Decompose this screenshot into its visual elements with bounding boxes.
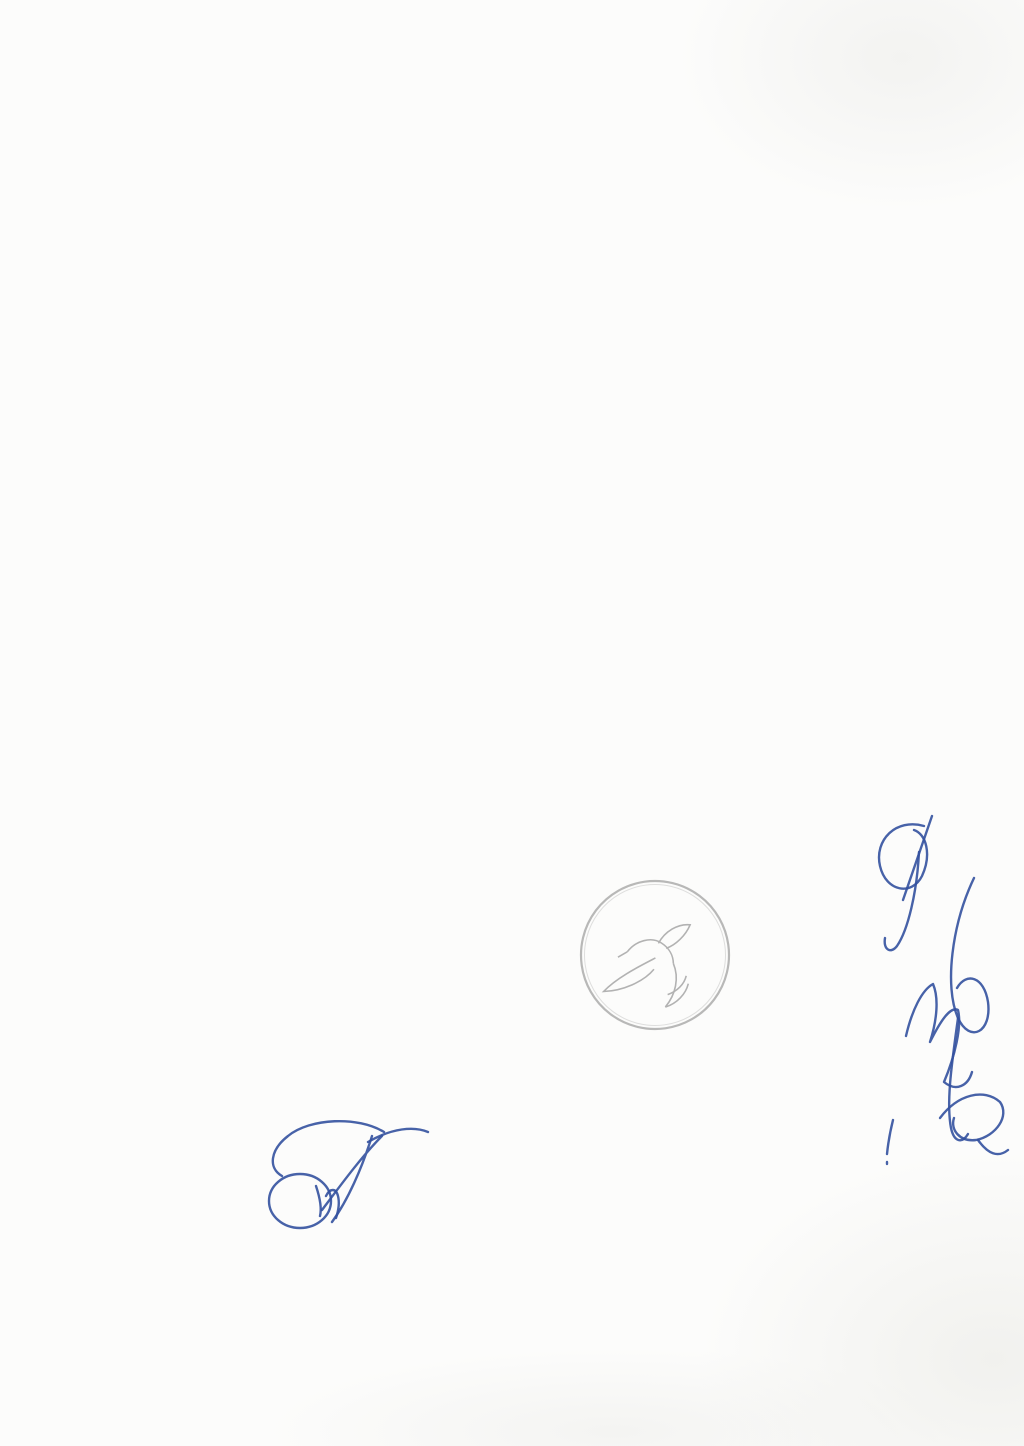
signature-right-tall: [906, 878, 988, 1140]
signature-mihut: [879, 816, 932, 950]
signature-imbarcare: [887, 1095, 1008, 1164]
stamp-inner-ring: [575, 875, 734, 1034]
stamp-outer-ring: [571, 871, 738, 1038]
signature-crescator: [269, 1121, 428, 1228]
dove-icon: [596, 924, 701, 1015]
